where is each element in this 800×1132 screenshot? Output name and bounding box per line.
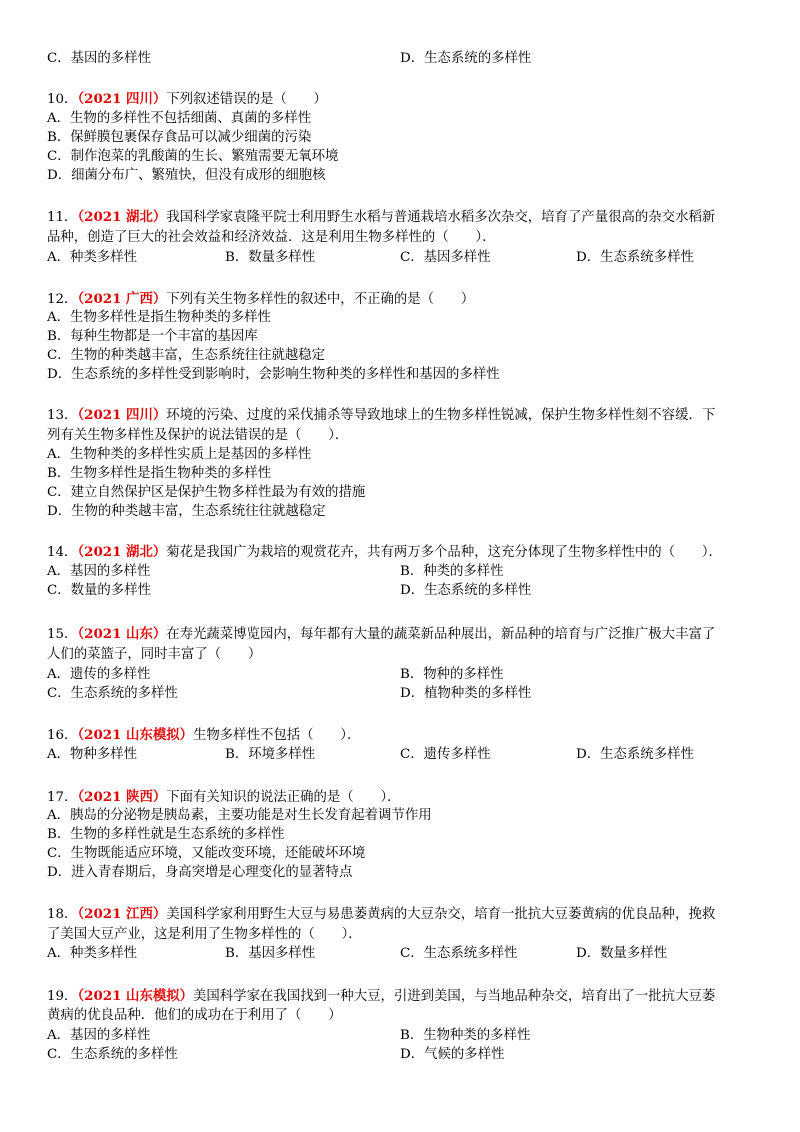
q12-option-a: A．生物多样性是指生物种类的多样性 [47,310,271,325]
q13-question-line2: 列有关生物多样性及保护的说法错误的是（ ）． [47,428,349,443]
q12-question: 下列有关生物多样性的叙述中，不正确的是（ ） [166,292,475,307]
q19-option-b: B．生物种类的多样性 [400,1028,531,1043]
q18-option-b: B．基因多样性 [225,946,316,961]
q12-number: 12． [47,292,78,307]
q13-stem [47,406,715,425]
q16-number: 16． [47,728,78,743]
q18-option-d: D．数量多样性 [576,946,668,961]
q19-number: 19． [47,989,78,1004]
q17-option-b: B．生物的多样性就是生态系统的多样性 [47,827,285,842]
q19-stem [47,987,715,1006]
q10-option-a: A．生物的多样性不包括细菌、真菌的多样性 [47,111,312,126]
q17-option-c: C．生物既能适应环境，又能改变环境，还能破坏环境 [47,846,366,861]
q19-question-line1: 美国科学家在我国找到一种大豆，引进到美国，与当地品种杂交，培育出了一批抗大豆萎 [193,989,716,1004]
q13-option-d: D．生物的种类越丰富，生态系统往往就越稳定 [47,504,326,519]
q13-number: 13． [47,408,78,423]
q11-option-b: B．数量多样性 [225,250,316,265]
q12-source: （2021 广西） [77,291,167,307]
q10-option-d: D．细菌分布广、繁殖快，但没有成形的细胞核 [47,168,326,183]
q11-question-line2: 品种，创造了巨大的社会效益和经济效益．这是利用生物多样性的（ ）． [47,230,496,245]
q15-source: （2021 山东） [77,626,167,642]
q13-question-line1: 环境的污染、过度的采伐捕杀等导致地球上的生物多样性锐减，保护生物多样性刻不容缓．下 [166,408,716,423]
q18-option-a: A．种类多样性 [47,946,138,961]
q13-source: （2021 四川） [77,407,167,423]
q19-option-a: A．基因的多样性 [47,1028,151,1043]
q15-question-line2: 人们的菜篮子，同时丰富了（ ） [47,647,262,662]
q14-stem [47,543,722,562]
q14-option-d: D．生态系统的多样性 [400,583,532,598]
q16-option-c: C．遗传多样性 [400,747,491,762]
q11-option-d: D．生态系统多样性 [576,250,694,265]
q11-number: 11． [47,210,78,225]
q17-number: 17． [47,790,78,805]
q18-option-c: C．生态系统多样性 [400,946,518,961]
q10-source: （2021 四川） [77,91,167,107]
q14-option-a: A．基因的多样性 [47,564,151,579]
q16-source: （2021 山东模拟） [77,727,194,743]
q15-option-d: D．植物种类的多样性 [400,686,532,701]
q16-option-d: D．生态系统多样性 [576,747,694,762]
q17-stem [47,788,401,807]
q14-number: 14． [47,545,78,560]
q14-source: （2021 湖北） [77,544,167,560]
q17-option-a: A．胰岛的分泌物是胰岛素，主要功能是对生长发育起着调节作用 [47,808,432,823]
q19-option-c: C．生态系统的多样性 [47,1047,178,1062]
q19-source: （2021 山东模拟） [77,988,194,1004]
q9-option-d: D．生态系统的多样性 [400,51,532,66]
q17-option-d: D．进入青春期后，身高突增是心理变化的显著特点 [47,865,353,880]
q10-option-b: B．保鲜膜包裹保存食品可以减少细菌的污染 [47,130,312,145]
q15-option-b: B．物种的多样性 [400,667,504,682]
q15-number: 15． [47,627,78,642]
q10-stem [47,90,327,109]
q11-option-c: C．基因多样性 [400,250,491,265]
q11-question-line1: 我国科学家袁隆平院士利用野生水稻与普通栽培水稻多次杂交，培育了产量很高的杂交水稻新 [166,210,716,225]
q11-source: （2021 湖北） [77,209,167,225]
q12-stem [47,290,474,309]
q19-question-line2: 黄病的优良品种．他们的成功在于利用了（ ） [47,1008,342,1023]
q18-question-line1: 美国科学家利用野生大豆与易患萎黄病的大豆杂交，培育一批抗大豆萎黄病的优良品种，挽救 [166,907,716,922]
q16-stem [47,726,360,745]
q18-source: （2021 江西） [77,906,167,922]
q15-option-a: A．遗传的多样性 [47,667,151,682]
q14-option-b: B．种类的多样性 [400,564,504,579]
q19-option-d: D．气候的多样性 [400,1047,505,1062]
q12-option-c: C．生物的种类越丰富，生态系统往往就越稳定 [47,348,326,363]
q13-option-b: B．生物多样性是指生物种类的多样性 [47,466,272,481]
q16-question: 生物多样性不包括（ ）． [193,728,361,743]
q10-question: 下列叙述错误的是（ ） [166,92,327,107]
q17-question: 下面有关知识的说法正确的是（ ）． [166,790,401,805]
q9-option-c: C．基因的多样性 [47,51,151,66]
q12-option-d: D．生态系统的多样性受到影响时，会影响生物种类的多样性和基因的多样性 [47,367,500,382]
q15-question-line1: 在寿光蔬菜博览园内，每年都有大量的蔬菜新品种展出，新品种的培育与广泛推广极大丰富了 [166,627,716,642]
q10-option-c: C．制作泡菜的乳酸菌的生长、繁殖需要无氧环境 [47,149,339,164]
q14-option-c: C．数量的多样性 [47,583,151,598]
q15-option-c: C．生态系统的多样性 [47,686,178,701]
q11-stem [47,208,715,227]
q12-option-b: B．每种生物都是一个丰富的基因库 [47,329,258,344]
q18-stem [47,905,715,924]
q13-option-c: C．建立自然保护区是保护生物多样性最为有效的措施 [47,485,366,500]
q18-number: 18． [47,907,78,922]
q18-question-line2: 了美国大豆产业，这是利用了生物多样性的（ ）． [47,927,362,942]
q10-number: 10． [47,92,78,107]
q17-source: （2021 陕西） [77,789,167,805]
q13-option-a: A．生物种类的多样性实质上是基因的多样性 [47,447,312,462]
q14-question: 菊花是我国广为栽培的观赏花卉，共有两万多个品种，这充分体现了生物多样性中的（ ）． [166,545,722,560]
q11-option-a: A．种类多样性 [47,250,138,265]
q16-option-a: A．物种多样性 [47,747,138,762]
q16-option-b: B．环境多样性 [225,747,316,762]
q15-stem [47,625,715,644]
